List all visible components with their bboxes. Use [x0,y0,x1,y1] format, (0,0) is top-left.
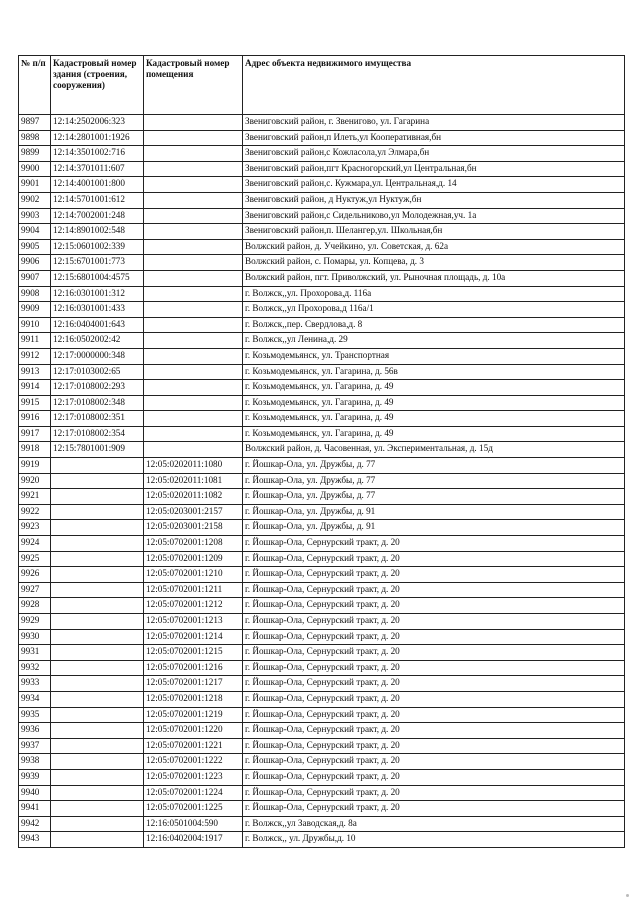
cell-building-cadastral [51,785,144,801]
table-row [19,536,625,552]
cell-num: 9929 [19,614,51,630]
cell-room-cadastral [144,411,243,427]
cell-room-cadastral: 12:16:0402004:1917 [144,832,243,848]
cell-address: Звениговский район,с Кожласола,ул Элмара,бн [243,146,625,162]
cell-room-cadastral: 12:05:0702001:1223 [144,769,243,785]
cell-room-cadastral: 12:05:0702001:1222 [144,754,243,770]
cell-room-cadastral [144,224,243,240]
cell-room-cadastral: 12:05:0702001:1219 [144,707,243,723]
cell-num: 9931 [19,645,51,661]
cell-room-cadastral: 12:05:0702001:1225 [144,801,243,817]
cell-room-cadastral [144,380,243,396]
cell-room-cadastral [144,130,243,146]
header-row [19,56,625,115]
header-num: № п/п [19,56,51,115]
cell-num: 9916 [19,411,51,427]
cell-address: г. Йошкар-Ола, Сернурский тракт, д. 20 [243,691,625,707]
table-row [19,551,625,567]
cell-num: 9906 [19,255,51,271]
table-row [19,769,625,785]
cell-building-cadastral: 12:17:0108002:354 [51,426,144,442]
cell-address: г. Йошкар-Ола, Сернурский тракт, д. 20 [243,645,625,661]
table-row [19,146,625,162]
table-row [19,208,625,224]
cell-address: г. Йошкар-Ола, Сернурский тракт, д. 20 [243,676,625,692]
cell-building-cadastral: 12:14:8901002:548 [51,224,144,240]
cell-address: Звениговский район, г. Звенигово, ул. Гагарина [243,115,625,131]
table-row [19,426,625,442]
table-row [19,832,625,848]
cell-building-cadastral [51,738,144,754]
cell-address: г. Йошкар-Ола, Сернурский тракт, д. 20 [243,536,625,552]
cell-address: г. Йошкар-Ола, Сернурский тракт, д. 20 [243,754,625,770]
cell-building-cadastral [51,801,144,817]
cell-room-cadastral [144,115,243,131]
cell-num: 9898 [19,130,51,146]
scan-dot [626,894,629,897]
table-row [19,489,625,505]
cell-num: 9897 [19,115,51,131]
table-row [19,504,625,520]
cell-num: 9921 [19,489,51,505]
cell-num: 9912 [19,348,51,364]
table-row [19,567,625,583]
cell-building-cadastral [51,629,144,645]
cell-building-cadastral [51,551,144,567]
cell-building-cadastral: 12:16:0301001:433 [51,302,144,318]
cell-num: 9943 [19,832,51,848]
cell-building-cadastral [51,676,144,692]
table-body [19,115,625,848]
cell-address: г. Козьмодемьянск, ул. Гагарина, д. 49 [243,426,625,442]
cell-building-cadastral: 12:16:0404001:643 [51,317,144,333]
cell-num: 9923 [19,520,51,536]
cell-room-cadastral [144,442,243,458]
cell-room-cadastral: 12:05:0702001:1215 [144,645,243,661]
cell-building-cadastral: 12:17:0108002:348 [51,395,144,411]
cell-room-cadastral: 12:05:0702001:1209 [144,551,243,567]
cell-address: г. Волжск,, ул. Дружбы,д. 10 [243,832,625,848]
cell-address: г. Козьмодемьянск, ул. Транспортная [243,348,625,364]
cell-num: 9930 [19,629,51,645]
cell-building-cadastral [51,832,144,848]
cell-room-cadastral: 12:05:0702001:1218 [144,691,243,707]
cell-address: г. Йошкар-Ола, Сернурский тракт, д. 20 [243,738,625,754]
table-row [19,614,625,630]
cell-room-cadastral: 12:05:0702001:1224 [144,785,243,801]
table-row [19,192,625,208]
cell-num: 9940 [19,785,51,801]
cell-room-cadastral [144,255,243,271]
cell-address: г. Козьмодемьянск, ул. Гагарина, д. 49 [243,380,625,396]
header-room-cadastral: Кадастровый номер помещения [144,56,243,115]
cell-num: 9941 [19,801,51,817]
table-row [19,645,625,661]
cell-address: Волжский район, д. Часовенная, ул. Экспериментальная, д. 15д [243,442,625,458]
cell-room-cadastral: 12:05:0702001:1221 [144,738,243,754]
cell-num: 9933 [19,676,51,692]
cell-room-cadastral [144,395,243,411]
table-row [19,177,625,193]
cell-building-cadastral: 12:17:0103002:65 [51,364,144,380]
cell-address: г. Йошкар-Ола, Сернурский тракт, д. 20 [243,660,625,676]
cell-address: г. Йошкар-Ола, Сернурский тракт, д. 20 [243,567,625,583]
cell-num: 9937 [19,738,51,754]
table-row [19,130,625,146]
table-row [19,364,625,380]
cell-address: г. Йошкар-Ола, Сернурский тракт, д. 20 [243,785,625,801]
header-building-cadastral: Кадастровый номер здания (строения, сооружения) [51,56,144,115]
cell-num: 9936 [19,723,51,739]
table-row [19,255,625,271]
cell-address: Волжский район, с. Помары, ул. Копцева, д. 3 [243,255,625,271]
cell-num: 9924 [19,536,51,552]
cell-building-cadastral [51,567,144,583]
cell-address: г. Йошкар-Ола, Сернурский тракт, д. 20 [243,769,625,785]
table-row [19,380,625,396]
cell-num: 9925 [19,551,51,567]
cell-room-cadastral [144,208,243,224]
cell-num: 9939 [19,769,51,785]
table-row [19,738,625,754]
cell-building-cadastral [51,769,144,785]
cell-address: г. Йошкар-Ола, Сернурский тракт, д. 20 [243,801,625,817]
cell-building-cadastral: 12:16:0301001:312 [51,286,144,302]
cell-num: 9942 [19,816,51,832]
cell-room-cadastral: 12:05:0202011:1081 [144,473,243,489]
table-row [19,801,625,817]
cell-address: г. Йошкар-Ола, ул. Дружбы, д. 91 [243,520,625,536]
cell-address: г. Волжск,,ул Прохорова,д 116а/1 [243,302,625,318]
table-row [19,333,625,349]
table-row [19,520,625,536]
cell-num: 9907 [19,270,51,286]
cell-room-cadastral: 12:05:0702001:1210 [144,567,243,583]
table-row [19,161,625,177]
cell-address: Звениговский район, д Нуктуж,ул Нуктуж,бн [243,192,625,208]
cell-building-cadastral: 12:14:3701011:607 [51,161,144,177]
cell-num: 9932 [19,660,51,676]
cell-room-cadastral [144,270,243,286]
cell-num: 9902 [19,192,51,208]
cell-building-cadastral [51,536,144,552]
table-row [19,676,625,692]
cell-num: 9935 [19,707,51,723]
cell-address: Звениговский район,с Сидельниково,ул Молодежная,уч. 1а [243,208,625,224]
cell-address: г. Йошкар-Ола, Сернурский тракт, д. 20 [243,614,625,630]
table-row [19,270,625,286]
table-row [19,224,625,240]
cell-building-cadastral [51,473,144,489]
cell-address: г. Волжск,,ул. Прохорова,д. 116а [243,286,625,302]
cell-address: г. Йошкар-Ола, ул. Дружбы, д. 91 [243,504,625,520]
cell-address: Звениговский район,п. Шелангер,ул. Школьная,бн [243,224,625,240]
cell-building-cadastral: 12:14:7002001:248 [51,208,144,224]
cell-address: г. Йошкар-Ола, Сернурский тракт, д. 20 [243,707,625,723]
property-table [18,55,625,848]
cell-address: г. Йошкар-Ола, Сернурский тракт, д. 20 [243,723,625,739]
table-row [19,302,625,318]
cell-building-cadastral [51,816,144,832]
table-row [19,458,625,474]
cell-address: Звениговский район,с. Кужмара,ул. Центральная,д. 14 [243,177,625,193]
cell-building-cadastral [51,645,144,661]
cell-building-cadastral: 12:15:6801004:4575 [51,270,144,286]
cell-address: г. Йошкар-Ола, Сернурский тракт, д. 20 [243,598,625,614]
cell-num: 9922 [19,504,51,520]
cell-building-cadastral: 12:16:0502002:42 [51,333,144,349]
cell-building-cadastral [51,754,144,770]
cell-building-cadastral: 12:14:5701001:612 [51,192,144,208]
cell-building-cadastral: 12:17:0108002:351 [51,411,144,427]
cell-num: 9910 [19,317,51,333]
header-address: Адрес объекта недвижимого имущества [243,56,625,115]
cell-address: г. Йошкар-Ола, ул. Дружбы, д. 77 [243,473,625,489]
cell-building-cadastral: 12:14:4001001:800 [51,177,144,193]
cell-room-cadastral: 12:05:0202011:1080 [144,458,243,474]
cell-building-cadastral [51,489,144,505]
table-row [19,754,625,770]
cell-num: 9908 [19,286,51,302]
cell-address: Звениговский район,пгт Красногорский,ул Центральная,бн [243,161,625,177]
cell-building-cadastral [51,582,144,598]
table-row [19,598,625,614]
cell-address: Волжский район, д. Учейкино, ул. Советская, д. 62а [243,239,625,255]
cell-building-cadastral [51,723,144,739]
cell-address: г. Волжск,,пер. Свердлова,д. 8 [243,317,625,333]
cell-building-cadastral [51,660,144,676]
cell-num: 9913 [19,364,51,380]
cell-room-cadastral [144,192,243,208]
table-row [19,816,625,832]
cell-room-cadastral [144,333,243,349]
table-row [19,348,625,364]
cell-address: г. Йошкар-Ола, Сернурский тракт, д. 20 [243,629,625,645]
table-row [19,317,625,333]
cell-num: 9914 [19,380,51,396]
cell-room-cadastral [144,364,243,380]
cell-room-cadastral [144,426,243,442]
cell-room-cadastral [144,146,243,162]
cell-room-cadastral: 12:16:0501004:590 [144,816,243,832]
cell-address: г. Йошкар-Ола, ул. Дружбы, д. 77 [243,458,625,474]
cell-room-cadastral [144,317,243,333]
cell-room-cadastral [144,161,243,177]
cell-num: 9927 [19,582,51,598]
cell-room-cadastral: 12:05:0702001:1214 [144,629,243,645]
cell-building-cadastral: 12:15:6701001:773 [51,255,144,271]
cell-num: 9928 [19,598,51,614]
cell-num: 9903 [19,208,51,224]
cell-building-cadastral [51,707,144,723]
cell-address: г. Козьмодемьянск, ул. Гагарина, д. 56в [243,364,625,380]
cell-room-cadastral: 12:05:0702001:1212 [144,598,243,614]
cell-address: г. Козьмодемьянск, ул. Гагарина, д. 49 [243,395,625,411]
cell-building-cadastral: 12:17:0000000:348 [51,348,144,364]
cell-num: 9900 [19,161,51,177]
table-row [19,660,625,676]
cell-building-cadastral [51,458,144,474]
table-row [19,629,625,645]
cell-building-cadastral: 12:15:0601002:339 [51,239,144,255]
cell-building-cadastral: 12:14:2502006:323 [51,115,144,131]
cell-num: 9905 [19,239,51,255]
cell-num: 9918 [19,442,51,458]
table-row [19,785,625,801]
cell-num: 9901 [19,177,51,193]
cell-room-cadastral: 12:05:0702001:1211 [144,582,243,598]
cell-room-cadastral: 12:05:0203001:2158 [144,520,243,536]
cell-num: 9938 [19,754,51,770]
table-header [19,56,625,115]
cell-room-cadastral: 12:05:0702001:1220 [144,723,243,739]
cell-building-cadastral [51,614,144,630]
cell-num: 9915 [19,395,51,411]
table-row [19,239,625,255]
cell-room-cadastral: 12:05:0702001:1208 [144,536,243,552]
table-row [19,115,625,131]
cell-address: г. Волжск,,ул Ленина,д. 29 [243,333,625,349]
cell-num: 9911 [19,333,51,349]
table-row [19,582,625,598]
cell-building-cadastral [51,598,144,614]
cell-room-cadastral [144,177,243,193]
cell-room-cadastral: 12:05:0702001:1217 [144,676,243,692]
cell-address: Звениговский район,п Илеть,ул Кооперативная,бн [243,130,625,146]
cell-room-cadastral [144,239,243,255]
cell-building-cadastral [51,520,144,536]
cell-address: г. Йошкар-Ола, ул. Дружбы, д. 77 [243,489,625,505]
table-row [19,691,625,707]
cell-num: 9904 [19,224,51,240]
cell-num: 9899 [19,146,51,162]
cell-building-cadastral [51,504,144,520]
cell-address: г. Козьмодемьянск, ул. Гагарина, д. 49 [243,411,625,427]
cell-room-cadastral: 12:05:0702001:1213 [144,614,243,630]
table-row [19,473,625,489]
table-row [19,395,625,411]
cell-num: 9917 [19,426,51,442]
table-row [19,707,625,723]
cell-building-cadastral: 12:14:3501002:716 [51,146,144,162]
cell-room-cadastral: 12:05:0702001:1216 [144,660,243,676]
cell-room-cadastral: 12:05:0202011:1082 [144,489,243,505]
table-row [19,286,625,302]
cell-building-cadastral: 12:17:0108002:293 [51,380,144,396]
cell-room-cadastral [144,286,243,302]
table-row [19,411,625,427]
cell-building-cadastral: 12:15:7801001:909 [51,442,144,458]
cell-num: 9926 [19,567,51,583]
cell-room-cadastral: 12:05:0203001:2157 [144,504,243,520]
table-row [19,723,625,739]
cell-building-cadastral: 12:14:2801001:1926 [51,130,144,146]
cell-room-cadastral [144,348,243,364]
cell-num: 9909 [19,302,51,318]
cell-address: Волжский район, пгт. Приволжский, ул. Рыночная площадь, д. 10а [243,270,625,286]
cell-room-cadastral [144,302,243,318]
cell-address: г. Йошкар-Ола, Сернурский тракт, д. 20 [243,582,625,598]
table-row [19,442,625,458]
cell-num: 9919 [19,458,51,474]
cell-address: г. Йошкар-Ола, Сернурский тракт, д. 20 [243,551,625,567]
cell-num: 9934 [19,691,51,707]
cell-building-cadastral [51,691,144,707]
cell-address: г. Волжск,,ул Заводская,д. 8а [243,816,625,832]
cell-num: 9920 [19,473,51,489]
